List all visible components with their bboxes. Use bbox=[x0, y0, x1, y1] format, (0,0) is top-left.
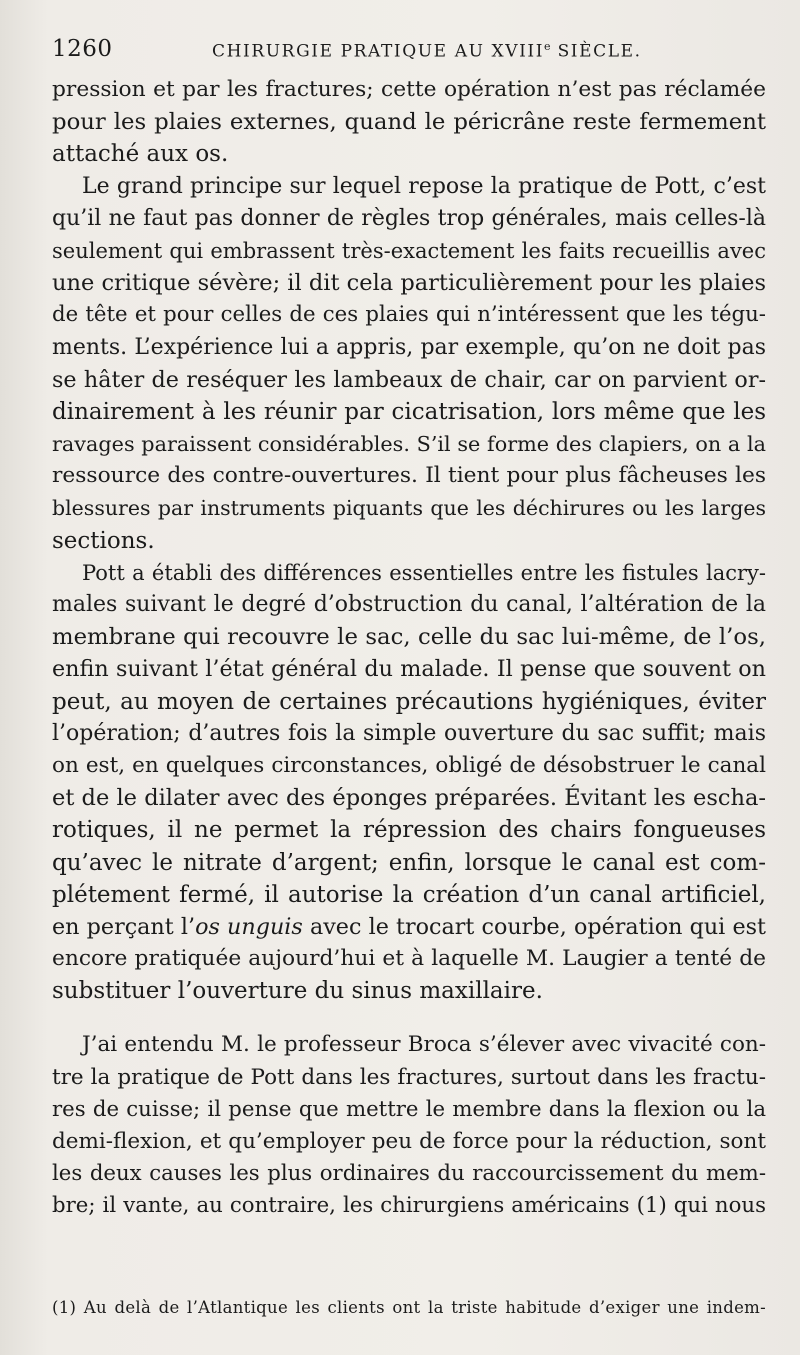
text-line: seulement qui embrassent très-exactement les faits recueillis avec bbox=[52, 238, 766, 263]
paragraph-gap bbox=[52, 1007, 766, 1029]
page-body bbox=[52, 74, 766, 1223]
text-line: dinairement à les réunir par cicatrisation, lors même que les bbox=[52, 398, 766, 425]
text-line: de tête et pour celles de ces plaies qui n’intéressent que les tégu- bbox=[52, 302, 766, 328]
paragraph bbox=[52, 74, 766, 171]
text-line: males suivant le degré d’obstruction du canal, l’altération de la bbox=[52, 592, 766, 617]
text-line: Pott a établi des différences essentielles entre les fistules lacry- bbox=[82, 560, 766, 585]
text-line: attaché aux os. bbox=[52, 141, 229, 168]
page-header bbox=[52, 34, 760, 70]
text-line: rotiques, il ne permet la répression des chairs fongueuses bbox=[52, 817, 766, 844]
page-number: 1260 bbox=[52, 36, 113, 62]
text-line: l’opération; d’autres fois la simple ouverture du sac suffit; mais bbox=[52, 720, 766, 746]
text-line: peut, au moyen de certaines précautions hygiéniques, éviter bbox=[52, 688, 766, 715]
text-line: bre; il vante, au contraire, les chirurgiens américains (1) qui nous bbox=[52, 1193, 766, 1219]
text-line: encore pratiquée aujourd’hui et à laquelle M. Laugier a tenté de bbox=[52, 946, 766, 972]
text-line: substituer l’ouverture du sinus maxillaire. bbox=[52, 978, 543, 1005]
text-line: ravages paraissent considérables. S’il se forme des clapiers, on a la bbox=[52, 432, 766, 457]
text-line: ressource des contre-ouvertures. Il tient pour plus fâcheuses les bbox=[52, 463, 766, 489]
text-line: blessures par instruments piquants que les déchirures ou les larges bbox=[52, 496, 766, 521]
text-line: tre la pratique de Pott dans les fractures, surtout dans les fractu- bbox=[52, 1064, 766, 1090]
text-line: et de le dilater avec des éponges préparées. Évitant les escha- bbox=[52, 785, 766, 812]
text-line: se hâter de reséquer les lambeaux de chair, car on parvient or- bbox=[52, 366, 766, 393]
text-line: qu’il ne faut pas donner de règles trop générales, mais celles-là bbox=[52, 205, 766, 231]
text-line: une critique sévère; il dit cela particulièrement pour les plaies bbox=[52, 270, 766, 297]
text-line: membrane qui recouvre le sac, celle du sac lui-même, de l’os, bbox=[52, 624, 766, 651]
text-line: pression et par les fractures; cette opération n’est pas réclamée bbox=[52, 77, 766, 102]
italic-term: os unguis bbox=[195, 913, 303, 940]
paragraph bbox=[52, 557, 766, 1008]
text-line: enfin suivant l’état général du malade. Il pense que souvent on bbox=[52, 656, 766, 683]
paragraph bbox=[52, 1029, 766, 1222]
text-line: sections. bbox=[52, 527, 155, 554]
text-line: plétement fermé, il autorise la création d’un canal artificiel, bbox=[52, 881, 766, 908]
text-line: on est, en quelques circonstances, obligé de désobstruer le canal bbox=[52, 752, 766, 778]
text-line: demi-flexion, et qu’employer peu de force pour la réduction, sont bbox=[52, 1129, 766, 1154]
text-line: res de cuisse; il pense que mettre le membre dans la flexion ou la bbox=[52, 1096, 766, 1122]
paragraph bbox=[52, 171, 766, 557]
text-line: Le grand principe sur lequel repose la pratique de Pott, c’est bbox=[82, 173, 766, 199]
running-title: CHIRURGIE PRATIQUE AU XVIIIe SIÈCLE. bbox=[212, 40, 642, 62]
footnote: (1) Au delà de l’Atlantique les clients ont la triste habitude d’exiger une indem- bbox=[52, 1298, 766, 1317]
text-line: pour les plaies externes, quand le péricrâne reste fermement bbox=[52, 109, 766, 136]
text-line: qu’avec le nitrate d’argent; enfin, lorsque le canal est com- bbox=[52, 849, 766, 876]
text-line: les deux causes les plus ordinaires du raccourcissement du mem- bbox=[52, 1161, 766, 1187]
text-line: J’ai entendu M. le professeur Broca s’élever avec vivacité con- bbox=[82, 1032, 766, 1058]
text-line: ments. L’expérience lui a appris, par exemple, qu’on ne doit pas bbox=[52, 334, 766, 360]
text-line-mixed: en perçant l’os unguis avec le trocart courbe, opération qui est bbox=[52, 913, 766, 940]
